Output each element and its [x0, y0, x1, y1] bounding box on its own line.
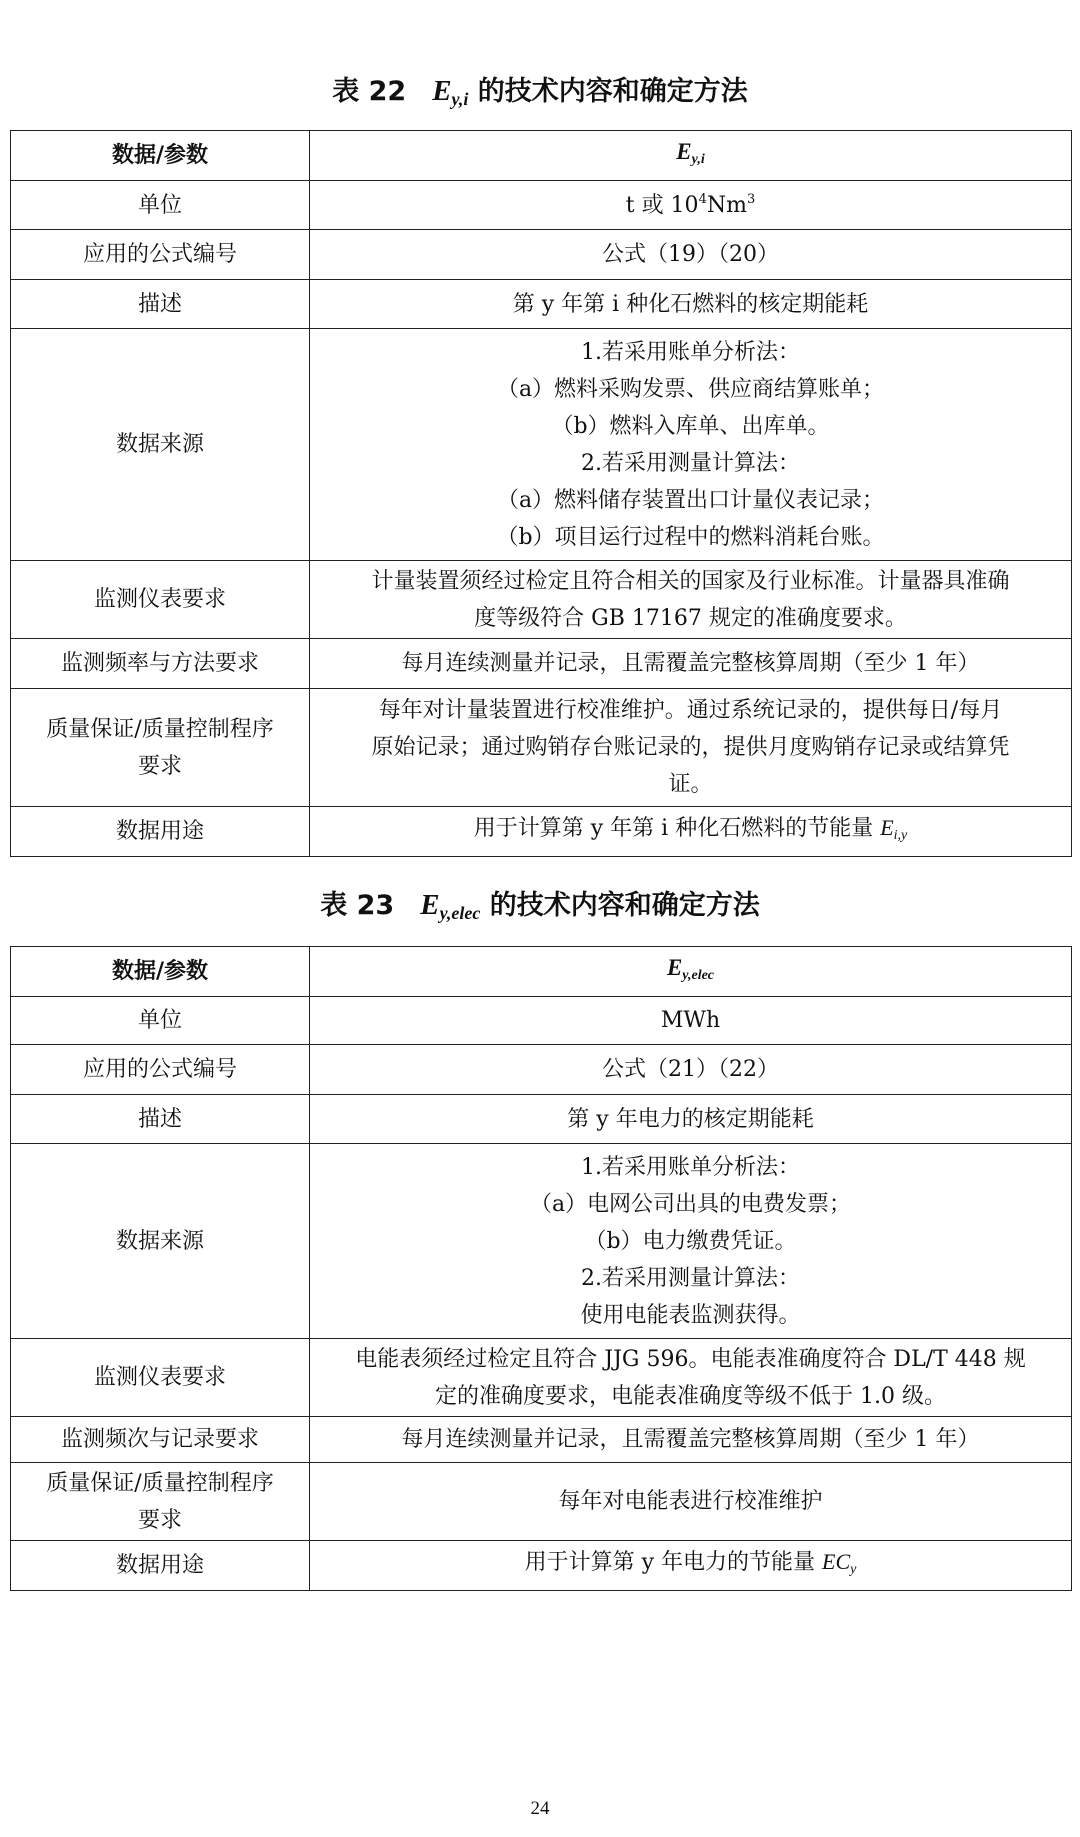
table-row	[11, 280, 1072, 329]
table-row	[11, 1417, 1072, 1463]
description-label: 描述	[11, 1095, 310, 1144]
table-row	[11, 807, 1072, 857]
table-row	[11, 1463, 1072, 1541]
qa-value: 每年对电能表进行校准维护	[310, 1463, 1072, 1541]
source-line: （b）燃料入库单、出库单。	[551, 413, 830, 439]
frequency-label: 监测频次与记录要求	[11, 1417, 310, 1463]
header-symbol-cell: $E_{y,i}$	[310, 131, 1072, 181]
table-row	[11, 131, 1072, 181]
header-key-cell: 数据/参数	[11, 947, 310, 997]
header-key-cell: 数据/参数	[11, 131, 310, 181]
formula-label: 应用的公式编号	[11, 1045, 310, 1095]
table-22-caption-symbol: $E_{y,i}$	[432, 75, 469, 109]
formula-label: 应用的公式编号	[11, 230, 310, 280]
frequency-value: 每月连续测量并记录，且需覆盖完整核算周期（至少 1 年）	[310, 639, 1072, 689]
table-23	[10, 946, 1072, 1591]
unit-label: 单位	[11, 997, 310, 1045]
table-23-caption-suffix: 的技术内容和确定方法	[489, 890, 760, 921]
table-23-caption-symbol: $E_{y,elec}$	[420, 889, 481, 923]
formula-value: 公式（21）（22）	[310, 1045, 1072, 1095]
instrument-label: 监测仪表要求	[11, 1339, 310, 1417]
source-line: 2.若采用测量计算法：	[581, 450, 800, 476]
unit-value: t 或 $10^4Nm^3$	[310, 181, 1072, 230]
data-source-label: 数据来源	[11, 329, 310, 561]
source-line: 1.若采用账单分析法：	[581, 1154, 800, 1180]
source-line: 2.若采用测量计算法：	[581, 1265, 800, 1291]
frequency-value: 每月连续测量并记录，且需覆盖完整核算周期（至少 1 年）	[310, 1417, 1072, 1463]
unit-value: MWh	[310, 997, 1072, 1045]
source-line: （a）电网公司出具的电费发票；	[529, 1191, 852, 1217]
source-line: 1.若采用账单分析法：	[581, 339, 800, 365]
source-line: （b）项目运行过程中的燃料消耗台账。	[496, 524, 885, 550]
instrument-value: 计量装置须经过检定且符合相关的国家及行业标准。计量器具准确 度等级符合 GB 17167 规定的准确度要求。	[310, 561, 1072, 639]
table-22-caption-suffix: 的技术内容和确定方法	[477, 76, 748, 107]
source-line: （a）燃料采购发票、供应商结算账单；	[496, 376, 885, 402]
qa-value: 每年对计量装置进行校准维护。通过系统记录的，提供每日/每月 原始记录；通过购销存台账记录的，提供月度购销存记录或结算凭 证。	[310, 689, 1072, 807]
description-value: 第 y 年电力的核定期能耗	[310, 1095, 1072, 1144]
data-use-label: 数据用途	[11, 1541, 310, 1591]
table-row	[11, 1045, 1072, 1095]
data-source-value	[310, 329, 1072, 561]
table-row	[11, 1541, 1072, 1591]
qa-label: 质量保证/质量控制程序 要求	[11, 1463, 310, 1541]
table-row	[11, 947, 1072, 997]
description-value: 第 y 年第 i 种化石燃料的核定期能耗	[310, 280, 1072, 329]
qa-label: 质量保证/质量控制程序 要求	[11, 689, 310, 807]
page-number: 24	[530, 1798, 550, 1819]
data-source-label: 数据来源	[11, 1144, 310, 1339]
table-row	[11, 639, 1072, 689]
frequency-label: 监测频率与方法要求	[11, 639, 310, 689]
source-line: （b）电力缴费凭证。	[584, 1228, 797, 1254]
data-source-value	[310, 1144, 1072, 1339]
table-23-caption-prefix: 表 23	[320, 890, 395, 921]
table-row	[11, 561, 1072, 639]
table-row	[11, 1095, 1072, 1144]
table-22-caption	[0, 71, 1080, 119]
instrument-label: 监测仪表要求	[11, 561, 310, 639]
unit-label: 单位	[11, 181, 310, 230]
source-line: 使用电能表监测获得。	[580, 1302, 801, 1328]
data-use-label: 数据用途	[11, 807, 310, 857]
data-use-value: 用于计算第 y 年第 i 种化石燃料的节能量 $E_{i,y}$	[310, 807, 1072, 857]
table-row	[11, 997, 1072, 1045]
header-symbol-cell: $E_{y,elec}$	[310, 947, 1072, 997]
source-line: （a）燃料储存装置出口计量仪表记录；	[496, 487, 885, 513]
table-row	[11, 1339, 1072, 1417]
table-row	[11, 1144, 1072, 1339]
table-row	[11, 689, 1072, 807]
table-22	[10, 130, 1072, 857]
table-row	[11, 230, 1072, 280]
instrument-value: 电能表须经过检定且符合 JJG 596。电能表准确度符合 DL/T 448 规 定的准确度要求，电能表准确度等级不低于 1.0 级。	[310, 1339, 1072, 1417]
data-use-value: 用于计算第 y 年电力的节能量 $EC_y$	[310, 1541, 1072, 1591]
formula-value: 公式（19）（20）	[310, 230, 1072, 280]
table-22-caption-prefix: 表 22	[332, 76, 407, 107]
table-23-caption	[0, 885, 1080, 933]
table-row	[11, 181, 1072, 230]
table-row	[11, 329, 1072, 561]
description-label: 描述	[11, 280, 310, 329]
